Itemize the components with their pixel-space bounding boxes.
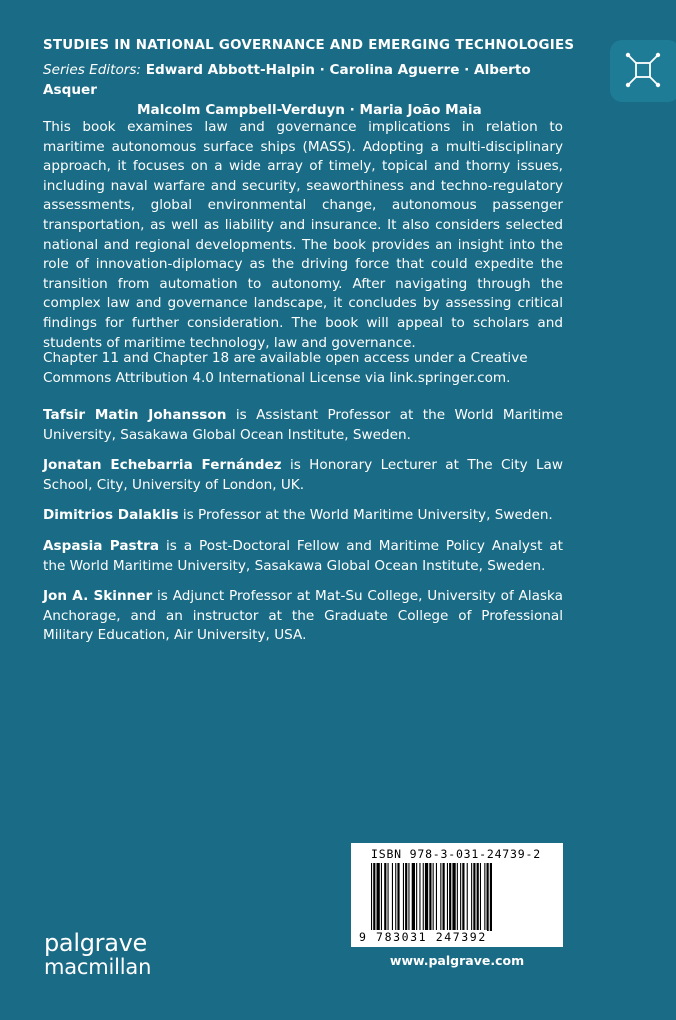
barcode-bar: [487, 863, 489, 931]
barcode-bar: [490, 863, 492, 931]
barcode-bar: [447, 863, 448, 931]
barcode-bar: [436, 863, 437, 931]
series-editors-names-1: Edward Abbott-Halpin · Carolina Aguerre · Alberto Asquer: [43, 62, 531, 98]
palgrave-logo-badge: [610, 40, 676, 102]
barcode-bar: [473, 863, 475, 931]
barcode-bar: [477, 863, 479, 931]
series-editors-names-2: Malcolm Campbell-Verduyn · Maria João Maia: [137, 102, 482, 118]
barcode-bar: [371, 863, 372, 931]
barcode-bar: [484, 863, 485, 931]
barcode-bar: [433, 863, 434, 931]
barcode-bar: [480, 863, 481, 931]
open-access-note: Chapter 11 and Chapter 18 are available open access under a Creative Commons Attribution 4.0 International License via link.springer.com.: [43, 350, 528, 386]
barcode-bar: [384, 863, 386, 931]
series-editors-line-1: [43, 60, 583, 100]
barcode-bar: [397, 863, 399, 931]
barcode-bar: [423, 863, 424, 931]
barcode-bar: [377, 863, 380, 931]
barcode-bar: [452, 863, 455, 931]
barcode-bar: [412, 863, 415, 931]
barcode-bar: [381, 863, 382, 931]
barcode-bar: [429, 863, 431, 931]
barcode-bar: [408, 863, 409, 931]
barcode-bar: [457, 863, 458, 931]
publisher-logo-line-2: macmillan: [44, 955, 152, 979]
barcode-bar: [462, 863, 464, 931]
barcode-bar: [440, 863, 441, 931]
barcode-bar: [416, 863, 417, 931]
author-name: Jon A. Skinner: [43, 588, 153, 605]
barcode-bar: [392, 863, 393, 931]
barcode-bar: [403, 863, 404, 931]
isbn-label: ISBN 978-3-031-24739-2: [371, 847, 541, 861]
author-bio-text: is Honorary Lecturer at The City Law School, City, University of London, UK.: [43, 457, 563, 493]
author-bio-text: is a Post-Doctoral Fellow and Maritime Policy Analyst at the World Maritime University, Sasakawa Global Ocean Institute, Sweden.: [43, 537, 563, 574]
barcode-bar: [471, 863, 472, 931]
author-name: Dimitrios Dalaklis: [43, 507, 179, 524]
author-bio: [43, 406, 563, 445]
publisher-url: www.palgrave.com: [351, 947, 563, 975]
book-blurb: This book examines law and governance implications in relation to maritime autonomous surface ships (MASS). Adopting a multi-disciplinary approach, it focuses on a wide array of timely, topical and thorny issues, including naval warfare and security, seaworthiness and techno-regulatory assessments, global environmental change, autonomous passenger transportation, as well as liability and insurance. It also considers selected national and regional developments. The book provides an insight into the role of innovation-diplomacy as the driving force that could expedite the transition from automation to autonomy. After navigating through the complex law and governance landscape, it concludes by assessing critical findings for further consideration. The book will appeal to scholars and students of maritime technology, law and governance.: [43, 119, 563, 351]
series-editors: [43, 60, 583, 120]
publisher-logo-line-1: palgrave: [44, 929, 147, 957]
barcode-bar: [388, 863, 389, 931]
barcode-bar: [467, 863, 468, 931]
author-bios: [43, 406, 563, 657]
barcode-bar: [373, 863, 375, 931]
barcode-bar: [443, 863, 445, 931]
publisher-logo: [44, 930, 151, 978]
barcode-bar: [395, 863, 396, 931]
series-title: STUDIES IN NATIONAL GOVERNANCE AND EMERGING TECHNOLOGIES: [43, 38, 575, 53]
author-bio-text: is Assistant Professor at the World Maritime University, Sasakawa Global Ocean Institute, Sweden.: [43, 407, 564, 443]
palgrave-network-icon: [623, 50, 663, 90]
author-bio: [43, 456, 563, 495]
barcode-panel: [351, 843, 563, 975]
barcode-bar: [405, 863, 407, 931]
isbn-digits: 9 783031 247392: [359, 930, 487, 944]
author-bio-text: is Adjunct Professor at Mat-Su College, University of Alaska Anchorage, and an instructor at the Graduate College of Professional Military Education, Air University, USA.: [43, 588, 563, 644]
author-bio: [43, 537, 563, 576]
series-editors-label: Series Editors:: [43, 62, 142, 78]
author-bio: [43, 587, 563, 646]
barcode-bar: [419, 863, 420, 931]
barcode-bar: [425, 863, 428, 931]
author-bio-text: is Professor at the World Maritime University, Sweden.: [178, 507, 553, 524]
barcode-bar: [449, 863, 451, 931]
author-bio: [43, 506, 563, 526]
author-name: Jonatan Echebarria Fernández: [43, 457, 282, 474]
author-name: Aspasia Pastra: [43, 537, 160, 554]
barcode-bar: [460, 863, 461, 931]
author-name: Tafsir Matin Johansson: [43, 407, 227, 423]
